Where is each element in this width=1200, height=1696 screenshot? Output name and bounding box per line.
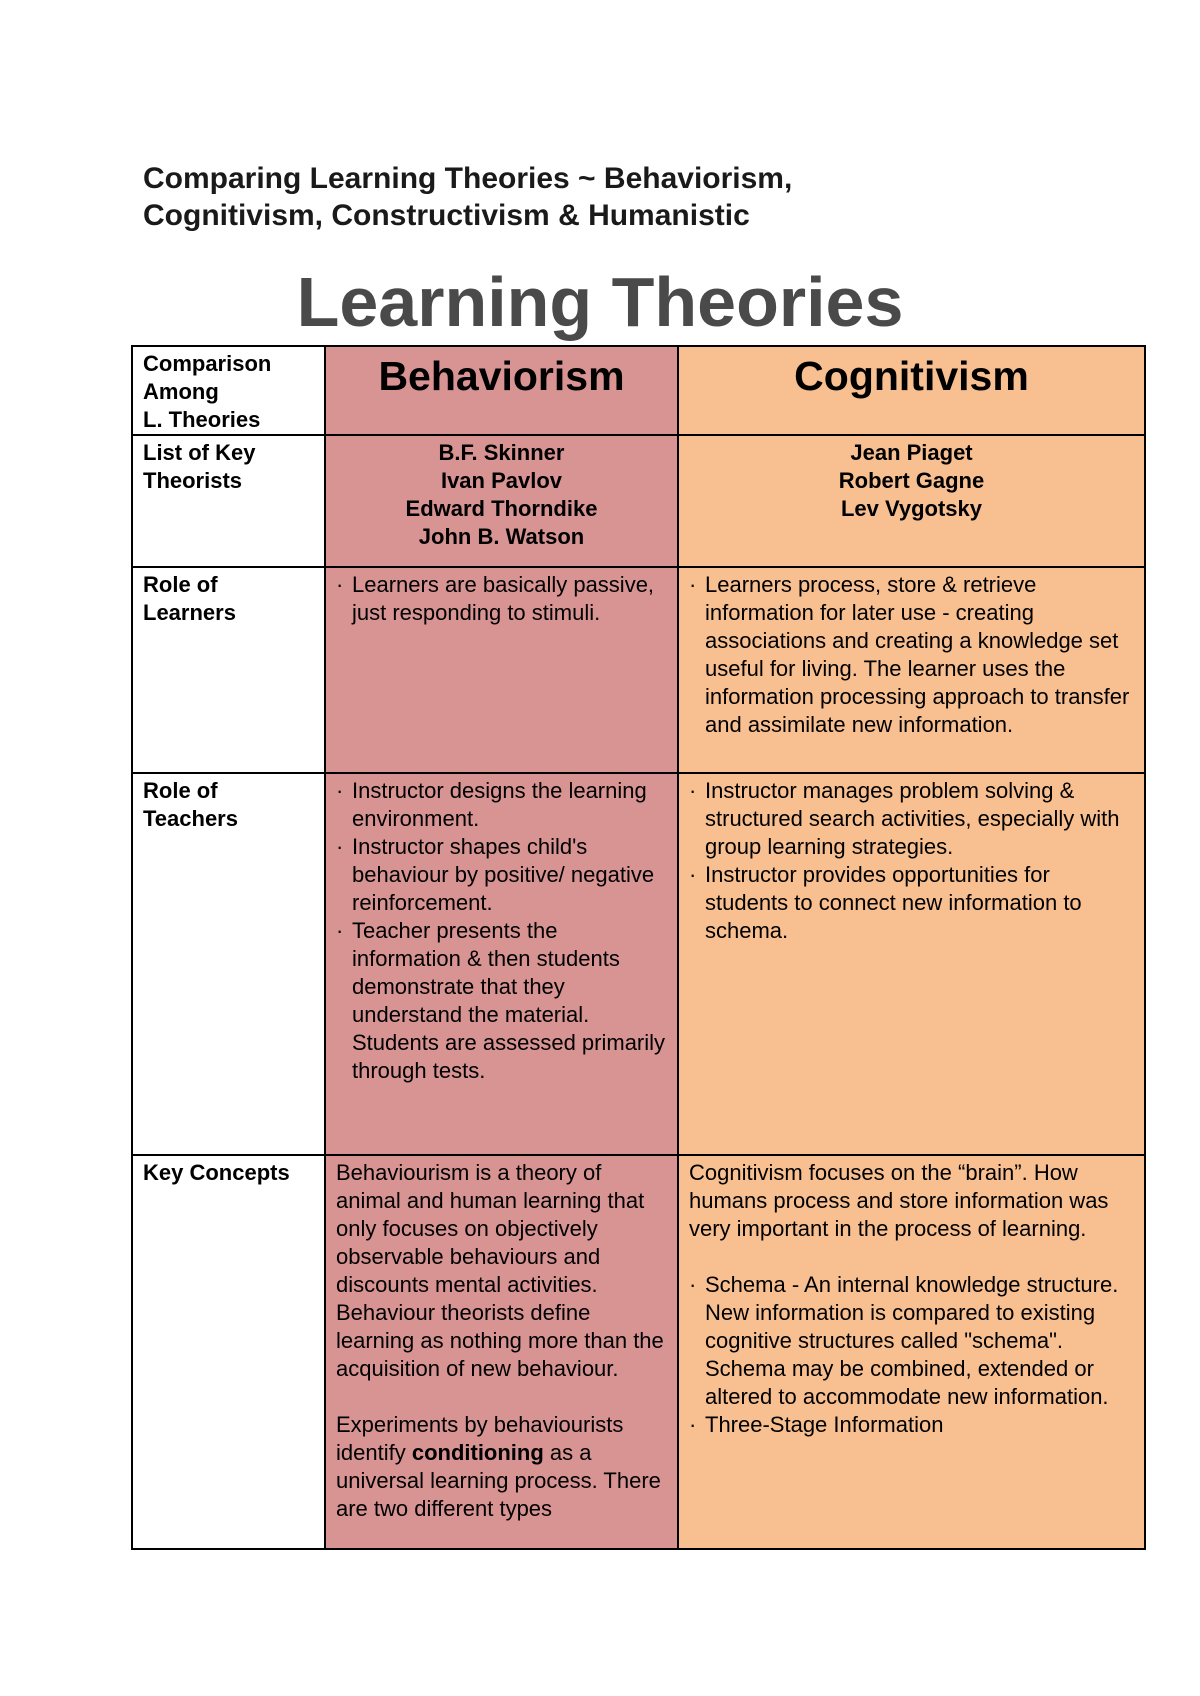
paragraph-gap (336, 1383, 671, 1411)
list-item-text: Teacher presents the information & then students demonstrate that they understand the material. (352, 918, 620, 1027)
table-row-theorists (132, 435, 1145, 567)
theorist-name: B.F. Skinner (438, 440, 565, 465)
list-item-text: Instructor manages problem solving & structured search activities, especially with group learning strategies. (705, 778, 1120, 859)
list-item-text: Instructor designs the learning environment. (352, 778, 647, 831)
concept-paragraph: Cognitivism focuses on the “brain”. How humans process and store information was very important in the process of learning. (689, 1160, 1109, 1241)
bullet-icon: · (689, 778, 697, 803)
cognitivism-theorists-cell (678, 435, 1145, 567)
bullet-icon: · (336, 918, 344, 943)
row-label-line: Learners (143, 600, 236, 625)
list-item-text: New information is compared to existing cognitive structures called "schema". Schema may be combined, extended or altered to accommodate new information. (705, 1300, 1109, 1409)
header-label-line: Comparison (143, 351, 272, 376)
header-label-line: L. Theories (143, 407, 261, 432)
list-item-text: Instructor provides opportunities for students to connect new information to schema. (705, 862, 1082, 943)
row-label-line: Role of (143, 572, 218, 597)
table-header-row (132, 346, 1145, 435)
cognitivism-learners-cell (678, 567, 1145, 773)
document-heading-line-2: Cognitivism, Constructivism & Humanistic (143, 199, 750, 232)
list-item (689, 571, 1138, 739)
concept-keyword: conditioning (411, 1440, 544, 1465)
header-cognitivism: Cognitivism (678, 346, 1145, 435)
behaviorism-theorists-cell (325, 435, 678, 567)
row-label-line: Key Concepts (143, 1160, 290, 1185)
header-label-cell (132, 346, 325, 435)
bullet-icon: · (336, 572, 344, 597)
table-row-teachers (132, 773, 1145, 1155)
list-item (336, 833, 671, 917)
concept-text: as a universal learning process. There are two different types (336, 1440, 661, 1521)
bullet-icon: · (689, 862, 697, 887)
list-item-text: Students are assessed primarily through tests. (352, 1030, 666, 1083)
list-item-continuation (336, 1029, 671, 1085)
page-title: Learning Theories (296, 263, 904, 341)
list-item-continuation (689, 1299, 1138, 1411)
document-heading-line-1: Comparing Learning Theories ~ Behaviorism, (143, 162, 793, 195)
document-heading (143, 160, 1103, 234)
list-item-text: Learners are basically passive, just responding to stimuli. (352, 572, 655, 625)
cognitivism-teachers-cell (678, 773, 1145, 1155)
row-label-theorists (132, 435, 325, 567)
cognitivism-concepts-cell (678, 1155, 1145, 1549)
row-label-line: List of Key (143, 440, 256, 465)
concept-paragraph: Behaviourism is a theory of animal and human learning that only focuses on objectively observable behaviours and discounts mental activities. Behaviour theorists define learning as nothing more than the acquisition of new behaviour. (336, 1160, 664, 1381)
bullet-icon: · (336, 834, 344, 859)
row-label-line: Role of (143, 778, 218, 803)
list-item-text: Schema - An internal knowledge structure. (705, 1272, 1119, 1297)
list-item (336, 571, 671, 627)
comparison-table (131, 345, 1146, 1550)
header-behaviorism: Behaviorism (325, 346, 678, 435)
bullet-icon: · (689, 1272, 697, 1297)
theorist-name: Jean Piaget (850, 440, 973, 465)
bullet-icon: · (689, 1412, 697, 1437)
bullet-icon: · (689, 572, 697, 597)
list-item (689, 777, 1138, 861)
concept-text: Experiments by behaviourists identify (336, 1412, 624, 1465)
paragraph-gap (689, 1243, 1138, 1271)
list-item-text: Three-Stage Information (705, 1412, 944, 1437)
list-item-text: Learners process, store & retrieve information for later use - creating associations and creating a knowledge set useful for living. The learner uses the information processing approach to transfer and assimilate new information. (705, 572, 1130, 737)
list-item (336, 917, 671, 1029)
theorist-name: Lev Vygotsky (840, 496, 983, 521)
list-item (689, 1411, 1138, 1439)
row-label-line: Teachers (143, 806, 238, 831)
theorist-name: Ivan Pavlov (440, 468, 563, 493)
list-item (689, 861, 1138, 945)
table-row-learners (132, 567, 1145, 773)
concept-paragraph (336, 1411, 671, 1523)
row-label-teachers (132, 773, 325, 1155)
behaviorism-learners-cell (325, 567, 678, 773)
theorist-name: Robert Gagne (838, 468, 985, 493)
theorist-name: John B. Watson (418, 524, 585, 549)
list-item (336, 777, 671, 833)
row-label-concepts (132, 1155, 325, 1549)
row-label-line: Theorists (143, 468, 243, 493)
list-item-text: Instructor shapes child's behaviour by positive/ negative reinforcement. (352, 834, 655, 915)
header-label-line: Among (143, 379, 219, 404)
behaviorism-concepts-cell (325, 1155, 678, 1549)
bullet-icon: · (336, 778, 344, 803)
theorist-name: Edward Thorndike (405, 496, 598, 521)
list-item (689, 1271, 1138, 1299)
row-label-learners (132, 567, 325, 773)
behaviorism-teachers-cell (325, 773, 678, 1155)
table-row-concepts (132, 1155, 1145, 1549)
